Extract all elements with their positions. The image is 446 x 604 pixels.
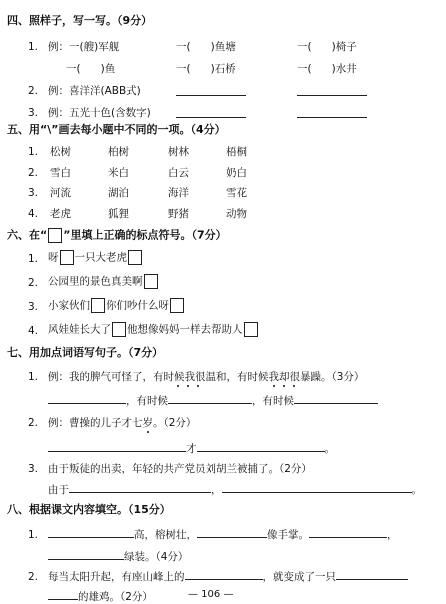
s5-row-number: 3.: [28, 187, 39, 199]
q7-3-number: 3.: [28, 463, 39, 475]
section-4-title: 四、照样子，写一写。（9分）: [7, 14, 153, 27]
punctuation-box[interactable]: [128, 250, 142, 265]
punctuation-box[interactable]: [91, 298, 105, 313]
s5-option[interactable]: 松树: [50, 146, 71, 158]
s5-option[interactable]: 狐狸: [108, 208, 129, 220]
s5-option[interactable]: 湖泊: [108, 187, 129, 199]
section-6-title: 六、在“ ”里填上正确的标点符号。（7分）: [7, 228, 227, 242]
punctuation-box[interactable]: [244, 322, 258, 337]
q7-3-text: 由于叛徒的出卖，年轻的共产党员刘胡兰被捕了。（2分）: [48, 463, 312, 475]
q4-1-blank-d[interactable]: 一( )石桥: [176, 63, 236, 75]
punctuation-box[interactable]: [170, 298, 184, 313]
q7-1-number: 1.: [28, 371, 39, 383]
q4-1-blank-b[interactable]: 一( )椅子: [297, 41, 357, 53]
q7-1-example: 例：我的脾气可怪了，有时候我很温和，有时候我却很暴躁。（3分）: [48, 371, 365, 383]
q6-2-number: 2.: [28, 277, 39, 289]
q4-3-answer-line-b[interactable]: [297, 106, 367, 122]
page-number: — 106 —: [188, 589, 234, 600]
q6-1-number: 1.: [28, 253, 39, 265]
q6-4-number: 4.: [28, 325, 39, 337]
q7-2-answer-line[interactable]: 才 。: [48, 440, 335, 456]
section-5-title: 五、用“\”画去每小题中不同的一项。（4分）: [7, 123, 226, 136]
q4-1-blank-c[interactable]: 一( )鱼: [66, 63, 116, 75]
q8-1-number: 1.: [28, 529, 39, 541]
s5-option[interactable]: 老虎: [50, 208, 71, 220]
q8-2-line-2[interactable]: 的雄鸡。（2分）: [48, 588, 153, 604]
s5-option[interactable]: 奶白: [226, 167, 247, 179]
q4-3-answer-line-a[interactable]: [176, 106, 246, 122]
section-8-title: 八、根据课文内容填空。（15分）: [7, 503, 171, 516]
q8-2-number: 2.: [28, 571, 39, 583]
q4-2-example: 例：喜洋洋(ABB式): [48, 85, 141, 97]
s5-row-number: 1.: [28, 146, 39, 158]
q7-2-example: 例：曹操的儿子才七岁。（2分）: [48, 417, 197, 429]
s5-option[interactable]: 雪花: [226, 187, 247, 199]
box-symbol: [48, 228, 62, 243]
q8-1-line-2[interactable]: 绿装。（4分）: [48, 548, 188, 564]
q8-2-line-1[interactable]: 每当太阳升起，有座山峰上的 ，就变成了一只: [48, 568, 408, 584]
s5-row-number: 2.: [28, 167, 39, 179]
q4-3-number: 3.: [28, 107, 39, 119]
s5-option[interactable]: 树林: [168, 146, 189, 158]
q6-4-text: 风娃娃长大了 他想像妈妈一样去帮助人: [48, 322, 259, 337]
q4-2-answer-line-a[interactable]: [176, 84, 246, 100]
q7-3-answer-line[interactable]: 由于 ， 。: [48, 481, 422, 497]
s5-option[interactable]: 白云: [168, 167, 189, 179]
s5-option[interactable]: 河流: [50, 187, 71, 199]
punctuation-box[interactable]: [112, 322, 126, 337]
q4-1-blank-a[interactable]: 一( )鱼塘: [176, 41, 236, 53]
section-7-title: 七、用加点词语写句子。（7分）: [7, 346, 164, 359]
q6-2-text: 公园里的景色真美啊: [48, 274, 159, 289]
q7-1-answer-line[interactable]: ，有时候 ，有时候: [48, 392, 378, 408]
punctuation-box[interactable]: [144, 274, 158, 289]
emphasis-dot: [147, 431, 149, 433]
s5-option[interactable]: 动物: [226, 208, 247, 220]
s5-option[interactable]: 野猪: [168, 208, 189, 220]
q4-1-blank-e[interactable]: 一( )水井: [297, 63, 357, 75]
q6-3-number: 3.: [28, 301, 39, 313]
q6-3-text: 小家伙们 你们吵什么呀: [48, 298, 185, 313]
q4-1-number: 1.: [28, 41, 39, 53]
s5-option[interactable]: 柏树: [108, 146, 129, 158]
q7-2-number: 2.: [28, 417, 39, 429]
s5-option[interactable]: 梧桐: [226, 146, 247, 158]
s5-row-number: 4.: [28, 208, 39, 220]
s5-option[interactable]: 雪白: [50, 167, 71, 179]
q6-1-text: 呀 一只大老虎: [48, 250, 143, 265]
s5-option[interactable]: 海洋: [168, 187, 189, 199]
s5-option[interactable]: 米白: [108, 167, 129, 179]
punctuation-box[interactable]: [60, 250, 74, 265]
q4-2-answer-line-b[interactable]: [297, 84, 367, 100]
q4-2-number: 2.: [28, 85, 39, 97]
q4-3-example: 例：五光十色(含数字): [48, 107, 151, 119]
q4-1-example: 例：一(艘)军舰: [48, 41, 120, 53]
q8-1-line-1[interactable]: 高，榕树壮， 像手掌。 ，: [48, 526, 398, 542]
